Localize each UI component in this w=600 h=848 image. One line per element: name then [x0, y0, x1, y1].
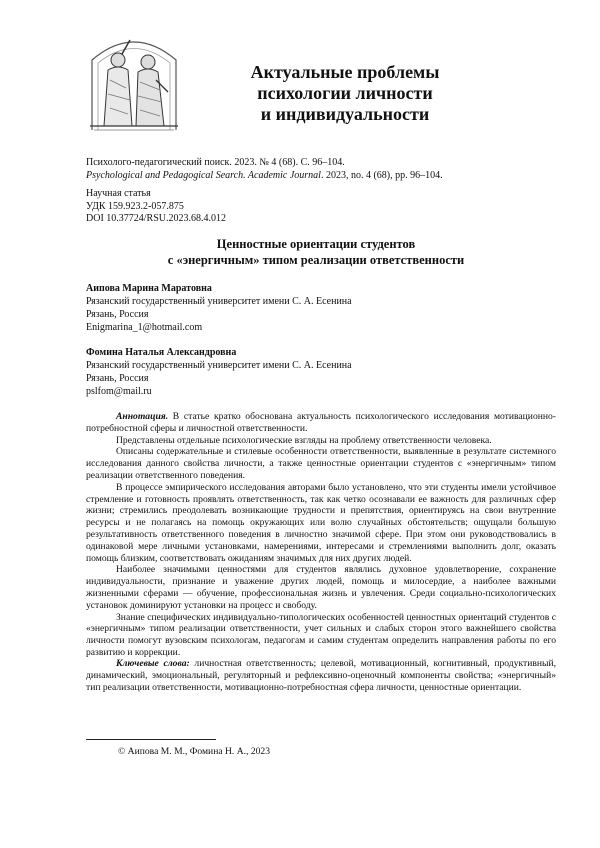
article-title-line: с «энергичным» типом реализации ответственности — [167, 253, 465, 267]
abstract-label: Аннотация. — [116, 411, 169, 422]
article-title-line: Ценностные ориентации студентов — [216, 237, 416, 251]
citation-ru: Психолого-педагогический поиск. 2023. № 4 (68). С. 96–104. — [86, 157, 345, 168]
author-affiliation: Рязанский государственный университет имени С. А. Есенина — [86, 296, 352, 307]
abstract-paragraph: Наиболее значимыми ценностями для студентов являлись духовное удовлетворение, сохранение индивидуальности, признание и уважение других людей, помощь и милосердие, а наиболее важными жизненными сферами — обучение, профессиональная жизнь и увлечения. Среди социально-психологических установок доминируют установки на процесс и свободу. — [86, 564, 556, 611]
citation-en — [86, 170, 546, 183]
abstract — [86, 411, 556, 659]
doi: DOI 10.37724/RSU.2023.68.4.012 — [86, 213, 227, 224]
abstract-paragraph: Знание специфических индивидуально-типологических особенностей ценностных ориентаций студентов с «энергичным» типом реализации ответственности, учет сильных и слабых сторон этого важнейшего свойства личности помогут вузовским психологам, педагогам и самим студентам определить направления работы по его развитию и коррекции. — [86, 611, 556, 658]
keywords — [86, 658, 556, 693]
journal-title-line: психологии личности — [257, 83, 433, 103]
author-email[interactable]: pslfom@mail.ru — [86, 386, 152, 397]
abstract-paragraph — [86, 411, 556, 435]
keywords-label: Ключевые слова: — [116, 658, 190, 669]
footnote-divider — [86, 739, 216, 740]
journal-title-line: и индивидуальности — [260, 104, 430, 124]
philosophers-engraving-icon — [86, 30, 182, 134]
author-affiliation: Рязанский государственный университет имени С. А. Есенина — [86, 360, 352, 371]
author-city: Рязань, Россия — [86, 373, 149, 384]
article-type: Научная статья — [86, 188, 151, 199]
copyright: © Аипова М. М., Фомина Н. А., 2023 — [118, 746, 271, 757]
journal-title — [200, 62, 490, 125]
abstract-paragraph: Описаны содержательные и стилевые особенности ответственности, выявленные в результате системного исследования данного свойства личности, а также ценностные ориентации студентов с «энергичным» типом реализации ответственного поведения. — [86, 446, 556, 481]
citation-en-journal: Psychological and Pedagogical Search. Academic Journal — [86, 169, 321, 181]
author-block — [86, 282, 546, 334]
abstract-paragraph: В процессе эмпирического исследования авторами было установлено, что эти студенты имели устойчивое стремление и готовность проявлять ответственность, так как четко осознавали ее важность для различных сфер жизни; стремились преодолевать возникающие трудности и препятствия, ориентируясь на свои внутренние ресурсы и не полагаясь на помощь окружающих или волю случайных обстоятельств; ощущали большую результативность ответственного поведения в личностно значимой сфере. При этом они руководствовались в одинаковой мере личными установками, намерениями, интересами и стремлениями выполнить долг, оказать помощь близким, соответствовать ожиданиям значимых для них других людей. — [86, 481, 556, 564]
citation-en-rest: . 2023, no. 4 (68), pp. 96–104. — [320, 169, 443, 181]
journal-title-line: Актуальные проблемы — [250, 62, 440, 82]
citation-block — [86, 157, 546, 182]
article-identifiers — [86, 188, 546, 226]
author-name: Фомина Наталья Александровна — [86, 347, 237, 358]
author-block — [86, 346, 546, 398]
article-title — [86, 236, 546, 268]
udc-code: УДК 159.923.2-057.875 — [86, 200, 184, 212]
abstract-paragraph: Представлены отдельные психологические взгляды на проблему ответственности человека. — [116, 434, 492, 446]
abstract-text: В статье кратко обоснована актуальность психологического исследования мотивационно-потребностной сферы и личностной ответственности. — [86, 411, 556, 434]
author-city: Рязань, Россия — [86, 309, 149, 320]
keywords-text: личностная ответственность; целевой, мотивационный, когнитивный, продуктивный, динамический, эмоциональный, регуляторный и рефлексивно-оценочный компоненты свойства; «энергичный» тип реализации ответственности, мотивационно-потребностная сфера личности, ценностные ориентации. — [86, 658, 556, 693]
author-email[interactable]: Enigmarina_1@hotmail.com — [86, 322, 203, 333]
author-name: Аипова Марина Маратовна — [86, 283, 212, 294]
